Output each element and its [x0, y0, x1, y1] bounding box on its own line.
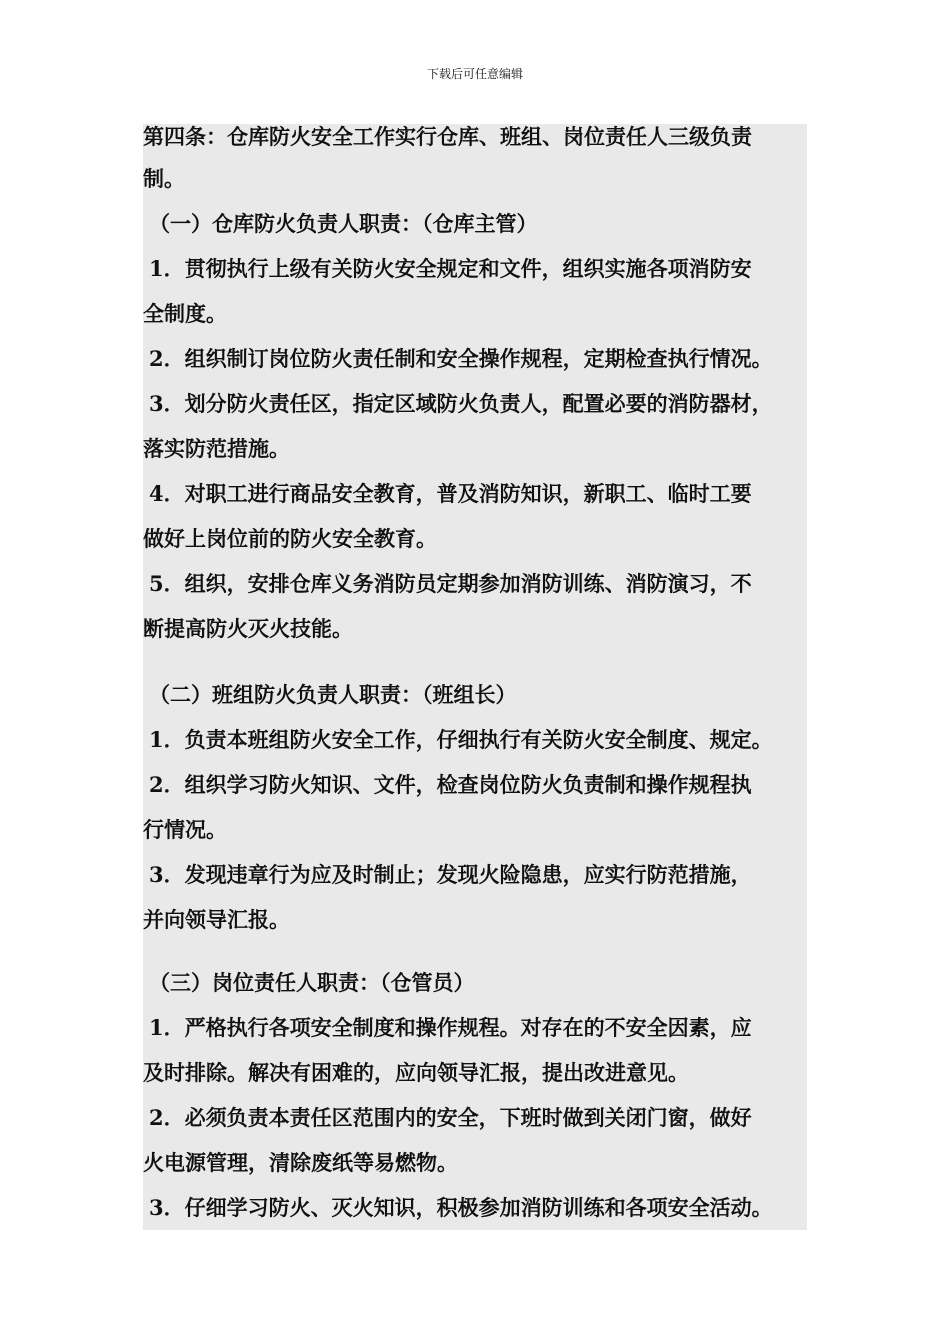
- section-1-item-3-line-2: 落实防范措施。: [143, 436, 290, 461]
- section-3-item-3: 3．仔细学习防火、灭火知识，积极参加消防训练和各项安全活动。: [149, 1195, 773, 1220]
- section-1-item-2: 2．组织制订岗位防火责任制和安全操作规程，定期检查执行情况。: [149, 346, 773, 371]
- section-1-item-5-line-2: 断提高防火灭火技能。: [143, 616, 353, 641]
- paragraph-gap: [143, 651, 807, 672]
- section-2-heading: （二）班组防火负责人职责：（班组长）: [149, 682, 517, 707]
- section-2-item-1: 1．负责本班组防火安全工作，仔细执行有关防火安全制度、规定。: [149, 727, 773, 752]
- section-1-item-1-line-2: 全制度。: [143, 301, 227, 326]
- section-1-item-4-line-2: 做好上岗位前的防火安全教育。: [143, 526, 437, 551]
- paragraph-gap: [143, 942, 807, 960]
- section-1-item-3-line-1: 3．划分防火责任区，指定区域防火负责人，配置必要的消防器材，: [149, 391, 773, 416]
- section-2-item-3-line-1: 3．发现违章行为应及时制止；发现火险隐患，应实行防范措施，: [149, 862, 752, 887]
- section-3-heading: （三）岗位责任人职责：（仓管员）: [149, 970, 475, 995]
- section-1-item-5-line-1: 5．组织，安排仓库义务消防员定期参加消防训练、消防演习，不: [149, 571, 752, 596]
- section-2-item-2-line-2: 行情况。: [143, 817, 227, 842]
- section-2-item-3-line-2: 并向领导汇报。: [143, 907, 290, 932]
- section-3-item-2-line-2: 火电源管理，清除废纸等易燃物。: [143, 1150, 458, 1175]
- page-header: 下载后可任意编辑: [426, 67, 523, 81]
- section-3-item-1-line-2: 及时排除。解决有困难的，应向领导汇报，提出改进意见。: [143, 1060, 689, 1085]
- article-heading-line-1: 第四条：仓库防火安全工作实行仓库、班组、岗位责任人三级负责: [143, 124, 752, 149]
- section-3-item-2-line-1: 2．必须负责本责任区范围内的安全，下班时做到关闭门窗，做好: [149, 1105, 752, 1130]
- section-3-item-1-line-1: 1．严格执行各项安全制度和操作规程。对存在的不安全因素，应: [149, 1015, 752, 1040]
- section-1-item-4-line-1: 4．对职工进行商品安全教育，普及消防知识，新职工、临时工要: [149, 481, 752, 506]
- section-2-item-2-line-1: 2．组织学习防火知识、文件，检查岗位防火负责制和操作规程执: [149, 772, 752, 797]
- section-1-item-1-line-1: 1．贯彻执行上级有关防火安全规定和文件，组织实施各项消防安: [149, 256, 752, 281]
- article-heading-line-2: 制。: [143, 166, 185, 191]
- section-1-heading: （一）仓库防火负责人职责：（仓库主管）: [149, 211, 538, 236]
- document-body: [143, 124, 807, 1230]
